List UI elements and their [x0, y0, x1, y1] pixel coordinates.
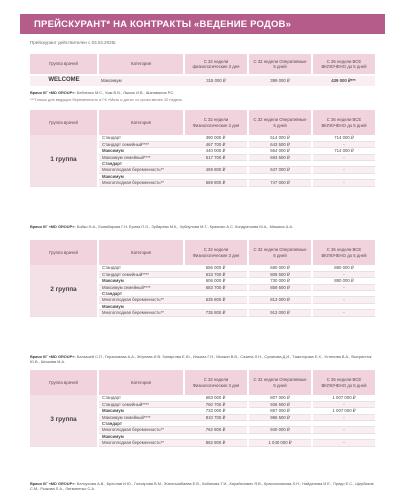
- price-physio: 569 800 ₽: [184, 180, 248, 186]
- group-doctors: [30, 224, 375, 229]
- price-operative: 940 000 ₽: [248, 427, 312, 433]
- price-physio: 556 000 ₽: [184, 265, 248, 271]
- price-allinc: 714 000 ₽: [312, 148, 375, 154]
- col-operative-header: С 32 недели Оперативные 5 дней: [248, 240, 312, 265]
- price-operative: 936 500 ₽: [248, 401, 312, 407]
- price-physio: 760 700 ₽: [184, 401, 248, 407]
- category-cell: Стандарт семейный****: [98, 141, 184, 147]
- price-physio: 390 000 ₽: [184, 135, 248, 141]
- welcome-footnote: ***Только для ведущих беременность в ГК «Мать и дитя» со срока менее 20 недель: [30, 97, 183, 102]
- welcome-table: [30, 54, 375, 86]
- doctors-label: Врачи КГ «MD GROUP»:: [30, 224, 76, 229]
- group-name: 3 группа: [30, 395, 98, 446]
- price-physio: 440 000 ₽: [184, 148, 248, 154]
- price-allinc: 880 000 ₽: [312, 278, 375, 284]
- welcome-price-operative: 399 000 ₽: [248, 75, 312, 86]
- price-allinc: -: [312, 297, 375, 303]
- price-operative: 643 500 ₽: [248, 141, 312, 147]
- category-cell: Стандарт: [98, 161, 184, 167]
- price-operative: 680 000 ₽: [248, 265, 312, 271]
- col-category-header: Категория: [98, 370, 184, 395]
- price-operative: 564 000 ₽: [248, 148, 312, 154]
- col-category-header: Категория: [98, 110, 184, 135]
- col-group-header: Группа врачей: [30, 110, 98, 135]
- price-allinc: -: [312, 180, 375, 186]
- col-allinc-header: С 36 недели ВСЕ ВКЛЮЧЕНО до 5 дней: [312, 370, 375, 395]
- category-cell: Максимум семейный****: [98, 154, 184, 160]
- col-physio-header: С 32 недели Физиологические 3 дня: [184, 240, 248, 265]
- price-list-title: ПРЕЙСКУРАНТ* НА КОНТРАКТЫ «ВЕДЕНИЕ РОДОВ»: [20, 14, 385, 34]
- category-cell: Максимум: [98, 148, 184, 154]
- welcome-category: Максимум: [98, 75, 184, 86]
- price-operative: 807 000 ₽: [248, 395, 312, 401]
- col-group-header: Группа врачей: [30, 240, 98, 265]
- group-table: [30, 110, 375, 187]
- price-physio: 735 800 ₽: [184, 310, 248, 316]
- col-physio-header: С 32 недели физиологические 3 дня: [184, 54, 248, 75]
- doctors-names: Белоусова А.В., Бреслав И.Ю., Гончарова В.М., Жиганшибаева Е.В., Кабанова Т.И., Карабанович Я.В., Красильникова Л.Н., Найденова И.Е., Предо Е.С., Щербаков С.М., Рыжова Л.А., Литвиненко С.А.: [30, 481, 374, 492]
- category-cell: Стандарт семейный****: [98, 271, 184, 277]
- group-name: 1 группа: [30, 135, 98, 186]
- price-operative: 747 000 ₽: [248, 180, 312, 186]
- doctors-names: Бойко Н.А., Екимбарова Г.Н. Ерина П.О., Зубарева М.К., Хубиулова М.Т., Краюхин А.С. Кондратьева М.А., Мишина А.А.: [76, 224, 294, 229]
- category-cell: Многоплодная беременность**: [98, 180, 184, 186]
- valid-from-text: Прейскурант действителен с 03.04.2025г.: [30, 40, 117, 45]
- price-physio: 633 700 ₽: [184, 271, 248, 277]
- price-allinc: 880 000 ₽: [312, 265, 375, 271]
- price-operative: 730 000 ₽: [248, 278, 312, 284]
- category-cell: Максимум семейный****: [98, 284, 184, 290]
- price-allinc: -: [312, 310, 375, 316]
- doctors-names: Бейченко М.С., Ким В.В., Лысюк И.В., Шапавалов Р.С.: [76, 90, 175, 95]
- col-physio-header: С 32 недели Физиологические 3 дня: [184, 110, 248, 135]
- col-operative-header: С 32 недели Оперативные 5 дней: [248, 54, 312, 75]
- doctors-label: Врачи КГ «MD GROUP»:: [30, 481, 76, 486]
- price-operative: 1 040 000 ₽: [248, 440, 312, 446]
- price-physio: 469 800 ₽: [184, 167, 248, 173]
- category-cell: Стандарт семейный****: [98, 401, 184, 407]
- price-physio: 517 700 ₽: [184, 154, 248, 160]
- category-cell: Максимум: [98, 433, 184, 439]
- welcome-price-physio: 315 000 ₽: [184, 75, 248, 86]
- col-allinc-header: С 36 недели ВСЕ ВКЛЮЧЕНО до 5 дней: [312, 110, 375, 135]
- price-physio: 683 700 ₽: [184, 284, 248, 290]
- price-operative: 693 500 ₽: [248, 154, 312, 160]
- price-allinc: -: [312, 401, 375, 407]
- price-physio: 467 700 ₽: [184, 141, 248, 147]
- welcome-doctors: [30, 90, 375, 95]
- price-operative: 986 500 ₽: [248, 414, 312, 420]
- col-allinc-header: С 36 недели ВСЕ ВКЛЮЧЕНО до 5 дней: [312, 54, 375, 75]
- price-operative: 859 500 ₽: [248, 284, 312, 290]
- price-operative: 857 000 ₽: [248, 408, 312, 414]
- price-operative: 514 000 ₽: [248, 135, 312, 141]
- category-cell: Стандарт: [98, 265, 184, 271]
- price-physio: 862 800 ₽: [184, 440, 248, 446]
- col-physio-header: С 32 недели Физиологические 3 дня: [184, 370, 248, 395]
- category-cell: Стандарт: [98, 291, 184, 297]
- category-cell: Многоплодная беременность**: [98, 440, 184, 446]
- group-doctors: [30, 481, 375, 492]
- col-operative-header: С 32 недели Оперативные 5 дней: [248, 370, 312, 395]
- welcome-group-name: WELCOME: [30, 75, 98, 86]
- price-allinc: 1 007 000 ₽: [312, 395, 375, 401]
- price-allinc: -: [312, 141, 375, 147]
- welcome-price-allinc: 439 000 ₽***: [312, 75, 375, 86]
- price-allinc: -: [312, 154, 375, 160]
- col-group-header: Группа врачей: [30, 370, 98, 395]
- group-name: 2 группа: [30, 265, 98, 316]
- doctors-label: Врачи КГ «MD GROUP»:: [30, 354, 76, 359]
- col-allinc-header: С 36 недели ВСЕ ВКЛЮЧЕНО до 5 дней: [312, 240, 375, 265]
- price-allinc: 1 007 000 ₽: [312, 408, 375, 414]
- price-allinc: -: [312, 284, 375, 290]
- category-cell: Максимум семейный****: [98, 414, 184, 420]
- price-operative: 809 500 ₽: [248, 271, 312, 277]
- group-table: [30, 240, 375, 317]
- category-cell: Многоплодная беременность**: [98, 310, 184, 316]
- price-physio: 683 000 ₽: [184, 395, 248, 401]
- category-cell: Максимум: [98, 278, 184, 284]
- group-doctors: [30, 354, 375, 365]
- price-physio: 810 700 ₽: [184, 414, 248, 420]
- doctors-names: Балышей С.П., Герасимова А.А., Жгулева И.В. Запаргова Е.Ю., Ильина Г.Н., Мискин В.В., Сазина Л.Н., Суханова Д.И., Тажегорова Е.Х., Устинова В.А., Выхристюк Ю.В., Шишова М.А.: [30, 354, 372, 365]
- category-cell: Стандарт: [98, 135, 184, 141]
- price-allinc: -: [312, 271, 375, 277]
- price-operative: 813 000 ₽: [248, 297, 312, 303]
- col-operative-header: С 32 недели Оперативные 5 дней: [248, 110, 312, 135]
- price-allinc: 714 000 ₽: [312, 135, 375, 141]
- category-cell: Максимум: [98, 303, 184, 309]
- category-cell: Многоплодная беременность**: [98, 297, 184, 303]
- col-category-header: Категория: [98, 54, 184, 75]
- doctors-label: Врачи КГ «MD GROUP»:: [30, 90, 76, 95]
- price-allinc: -: [312, 167, 375, 173]
- group-table: [30, 370, 375, 447]
- price-operative: 647 000 ₽: [248, 167, 312, 173]
- price-allinc: -: [312, 440, 375, 446]
- price-allinc: -: [312, 427, 375, 433]
- category-cell: Максимум: [98, 408, 184, 414]
- price-operative: 913 000 ₽: [248, 310, 312, 316]
- category-cell: Стандарт: [98, 395, 184, 401]
- col-category-header: Категория: [98, 240, 184, 265]
- category-cell: Максимум: [98, 173, 184, 179]
- price-physio: 635 800 ₽: [184, 297, 248, 303]
- price-allinc: -: [312, 414, 375, 420]
- category-cell: Многоплодная беременность**: [98, 427, 184, 433]
- price-physio: 606 000 ₽: [184, 278, 248, 284]
- price-physio: 733 000 ₽: [184, 408, 248, 414]
- category-cell: Стандарт: [98, 421, 184, 427]
- category-cell: Многоплодная беременность**: [98, 167, 184, 173]
- col-group-header: Группа врачей: [30, 54, 98, 75]
- price-physio: 762 800 ₽: [184, 427, 248, 433]
